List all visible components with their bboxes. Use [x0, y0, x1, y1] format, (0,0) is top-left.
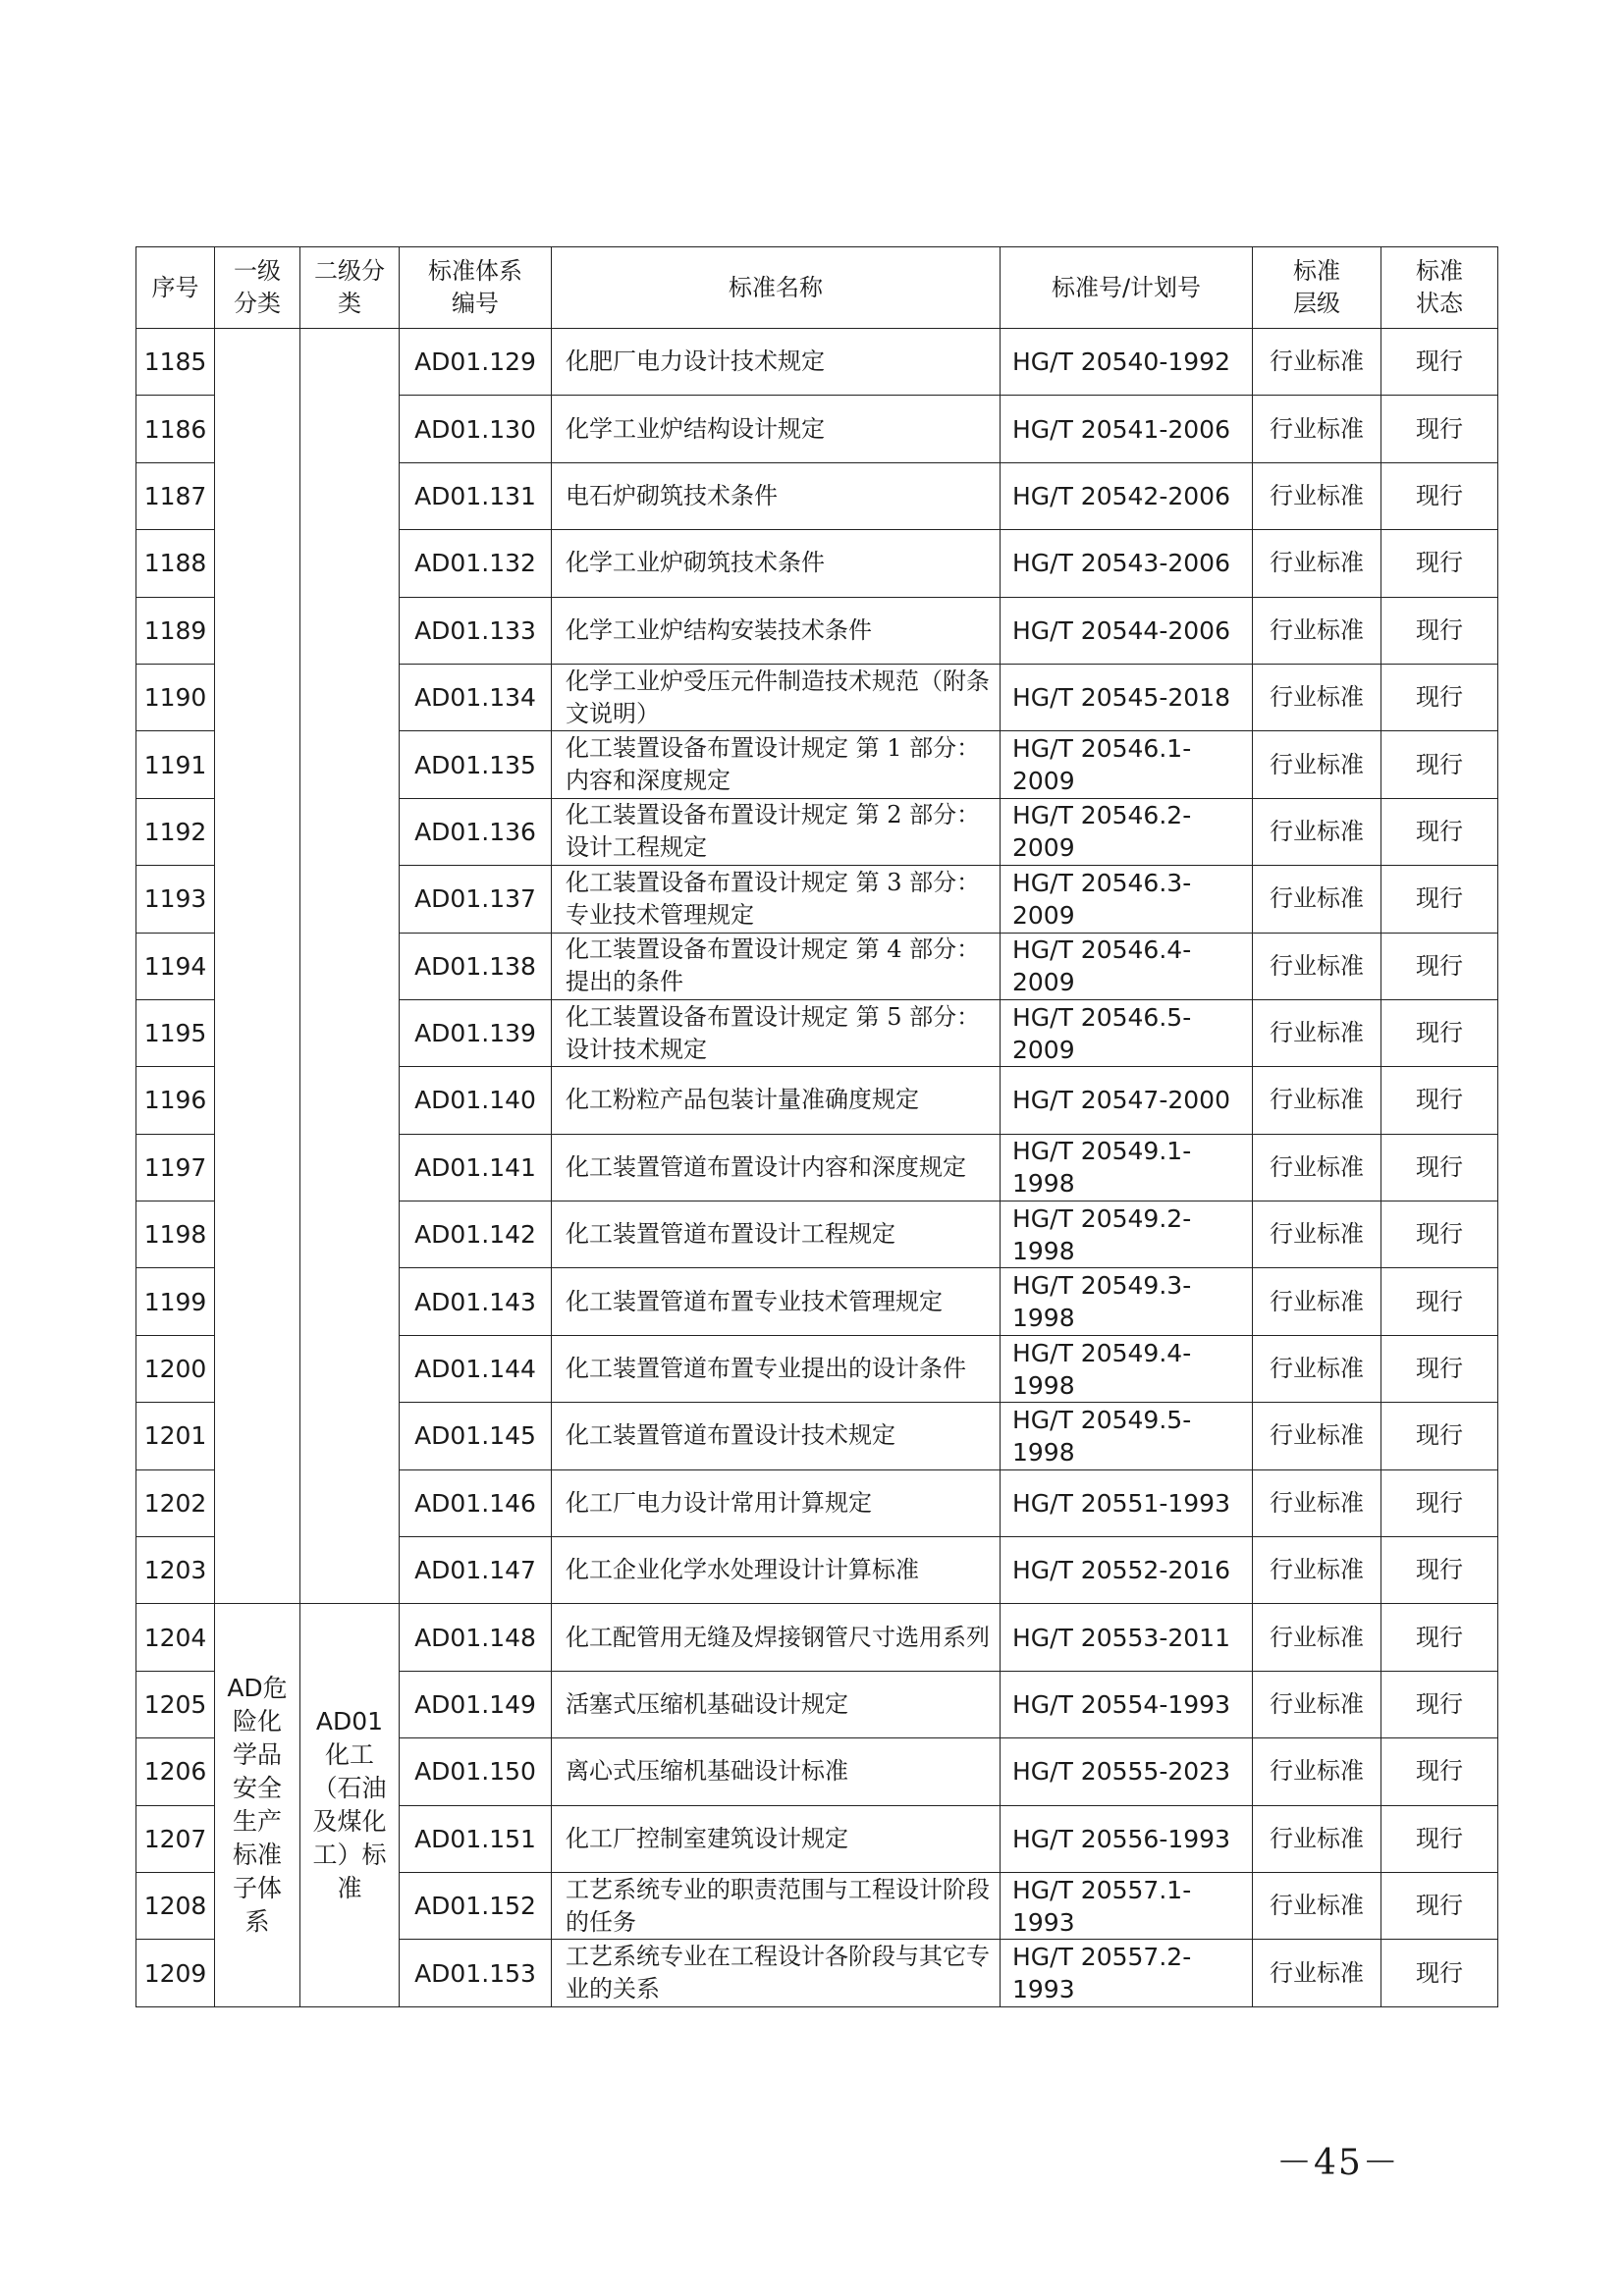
- table-header-row: [136, 247, 1498, 329]
- cell-code: AD01.130: [400, 396, 552, 462]
- cell-status: 现行: [1381, 1872, 1498, 1939]
- cell-status: 现行: [1381, 396, 1498, 462]
- cell-name: 化工装置管道布置设计技术规定: [552, 1403, 1001, 1469]
- cell-seq: 1191: [136, 731, 215, 798]
- cell-code: AD01.150: [400, 1738, 552, 1805]
- cell-number: HG/T 20549.5-1998: [1001, 1403, 1253, 1469]
- cell-level: 行业标准: [1253, 1134, 1381, 1201]
- cell-seq: 1202: [136, 1469, 215, 1536]
- cell-code: AD01.136: [400, 798, 552, 865]
- header-level1: 一级分类: [215, 247, 300, 329]
- header-code: 标准体系编号: [400, 247, 552, 329]
- cell-name: 活塞式压缩机基础设计规定: [552, 1671, 1001, 1737]
- cell-seq: 1190: [136, 664, 215, 730]
- cell-level: 行业标准: [1253, 664, 1381, 730]
- cell-status: 现行: [1381, 1201, 1498, 1268]
- cell-number: HG/T 20544-2006: [1001, 597, 1253, 664]
- cell-level: 行业标准: [1253, 1604, 1381, 1671]
- cell-number: HG/T 20543-2006: [1001, 530, 1253, 597]
- cell-seq: 1206: [136, 1738, 215, 1805]
- cell-name: 化工装置管道布置专业技术管理规定: [552, 1268, 1001, 1335]
- cell-number: HG/T 20555-2023: [1001, 1738, 1253, 1805]
- cell-status: 现行: [1381, 1671, 1498, 1737]
- cell-name: 化工装置设备布置设计规定 第 2 部分：设计工程规定: [552, 798, 1001, 865]
- table-row: [136, 1604, 1498, 1671]
- cell-level: 行业标准: [1253, 999, 1381, 1066]
- cell-level: 行业标准: [1253, 329, 1381, 396]
- cell-status: 现行: [1381, 731, 1498, 798]
- cell-number: HG/T 20554-1993: [1001, 1671, 1253, 1737]
- cell-number: HG/T 20552-2016: [1001, 1537, 1253, 1604]
- cell-number: HG/T 20549.2-1998: [1001, 1201, 1253, 1268]
- cell-seq: 1201: [136, 1403, 215, 1469]
- cell-code: AD01.144: [400, 1335, 552, 1402]
- header-level2: 二级分类: [300, 247, 400, 329]
- cell-number: HG/T 20553-2011: [1001, 1604, 1253, 1671]
- cell-seq: 1208: [136, 1872, 215, 1939]
- cell-seq: 1199: [136, 1268, 215, 1335]
- cell-status: 现行: [1381, 1335, 1498, 1402]
- cell-name: 离心式压缩机基础设计标准: [552, 1738, 1001, 1805]
- cell-level: 行业标准: [1253, 1671, 1381, 1737]
- cell-code: AD01.132: [400, 530, 552, 597]
- cell-level: 行业标准: [1253, 530, 1381, 597]
- standards-table: [135, 246, 1498, 2007]
- cell-code: AD01.137: [400, 866, 552, 933]
- cell-name: 化肥厂电力设计技术规定: [552, 329, 1001, 396]
- cell-code: AD01.133: [400, 597, 552, 664]
- cell-number: HG/T 20557.1-1993: [1001, 1872, 1253, 1939]
- cell-level: 行业标准: [1253, 1403, 1381, 1469]
- cell-seq: 1187: [136, 462, 215, 529]
- cell-number: HG/T 20549.4-1998: [1001, 1335, 1253, 1402]
- cell-level: 行业标准: [1253, 1201, 1381, 1268]
- header-name: 标准名称: [552, 247, 1001, 329]
- cell-number: HG/T 20551-1993: [1001, 1469, 1253, 1536]
- cell-seq: 1193: [136, 866, 215, 933]
- header-level: 标准层级: [1253, 247, 1381, 329]
- cell-name: 化学工业炉结构设计规定: [552, 396, 1001, 462]
- table-body: [136, 329, 1498, 2007]
- cell-code: AD01.134: [400, 664, 552, 730]
- cell-status: 现行: [1381, 1403, 1498, 1469]
- page-number: －45－: [1276, 2143, 1400, 2183]
- cell-code: AD01.142: [400, 1201, 552, 1268]
- cell-seq: 1188: [136, 530, 215, 597]
- cell-name: 工艺系统专业的职责范围与工程设计阶段的任务: [552, 1872, 1001, 1939]
- cell-status: 现行: [1381, 329, 1498, 396]
- cell-level: 行业标准: [1253, 933, 1381, 999]
- header-seq: 序号: [136, 247, 215, 329]
- cell-level: 行业标准: [1253, 866, 1381, 933]
- cell-seq: 1200: [136, 1335, 215, 1402]
- cell-seq: 1195: [136, 999, 215, 1066]
- cell-status: 现行: [1381, 1805, 1498, 1872]
- cell-code: AD01.135: [400, 731, 552, 798]
- cell-number: HG/T 20546.5-2009: [1001, 999, 1253, 1066]
- cell-number: HG/T 20546.3-2009: [1001, 866, 1253, 933]
- cell-level1-continued: [215, 329, 300, 1604]
- cell-level: 行业标准: [1253, 1738, 1381, 1805]
- cell-code: AD01.129: [400, 329, 552, 396]
- cell-status: 现行: [1381, 866, 1498, 933]
- cell-level: 行业标准: [1253, 1940, 1381, 2006]
- cell-code: AD01.145: [400, 1403, 552, 1469]
- cell-name: 工艺系统专业在工程设计各阶段与其它专业的关系: [552, 1940, 1001, 2006]
- cell-name: 化工厂电力设计常用计算规定: [552, 1469, 1001, 1536]
- cell-seq: 1197: [136, 1134, 215, 1201]
- cell-number: HG/T 20541-2006: [1001, 396, 1253, 462]
- cell-name: 化工装置管道布置设计内容和深度规定: [552, 1134, 1001, 1201]
- cell-seq: 1185: [136, 329, 215, 396]
- cell-seq: 1203: [136, 1537, 215, 1604]
- cell-seq: 1196: [136, 1067, 215, 1134]
- cell-status: 现行: [1381, 664, 1498, 730]
- cell-level1: AD危险化学品安全生产标准子体系: [215, 1604, 300, 2006]
- cell-code: AD01.148: [400, 1604, 552, 1671]
- cell-name: 化工装置设备布置设计规定 第 3 部分：专业技术管理规定: [552, 866, 1001, 933]
- cell-level2-continued: [300, 329, 400, 1604]
- cell-status: 现行: [1381, 1940, 1498, 2006]
- cell-seq: 1205: [136, 1671, 215, 1737]
- cell-level: 行业标准: [1253, 597, 1381, 664]
- cell-level: 行业标准: [1253, 731, 1381, 798]
- cell-code: AD01.153: [400, 1940, 552, 2006]
- cell-status: 现行: [1381, 530, 1498, 597]
- cell-seq: 1209: [136, 1940, 215, 2006]
- cell-number: HG/T 20549.1-1998: [1001, 1134, 1253, 1201]
- cell-status: 现行: [1381, 933, 1498, 999]
- cell-level: 行业标准: [1253, 1805, 1381, 1872]
- cell-name: 化工装置管道布置专业提出的设计条件: [552, 1335, 1001, 1402]
- cell-name: 化工装置设备布置设计规定 第 5 部分：设计技术规定: [552, 999, 1001, 1066]
- cell-level: 行业标准: [1253, 1872, 1381, 1939]
- cell-code: AD01.151: [400, 1805, 552, 1872]
- cell-number: HG/T 20547-2000: [1001, 1067, 1253, 1134]
- cell-number: HG/T 20542-2006: [1001, 462, 1253, 529]
- cell-status: 现行: [1381, 999, 1498, 1066]
- cell-code: AD01.139: [400, 999, 552, 1066]
- cell-name: 化工装置设备布置设计规定 第 4 部分：提出的条件: [552, 933, 1001, 999]
- cell-level: 行业标准: [1253, 798, 1381, 865]
- cell-seq: 1194: [136, 933, 215, 999]
- cell-level: 行业标准: [1253, 1469, 1381, 1536]
- cell-level: 行业标准: [1253, 1268, 1381, 1335]
- cell-number: HG/T 20546.4-2009: [1001, 933, 1253, 999]
- cell-name: 化学工业炉受压元件制造技术规范（附条文说明）: [552, 664, 1001, 730]
- header-status: 标准状态: [1381, 247, 1498, 329]
- cell-name: 化工厂控制室建筑设计规定: [552, 1805, 1001, 1872]
- cell-name: 电石炉砌筑技术条件: [552, 462, 1001, 529]
- cell-code: AD01.138: [400, 933, 552, 999]
- cell-status: 现行: [1381, 1134, 1498, 1201]
- cell-status: 现行: [1381, 1604, 1498, 1671]
- cell-number: HG/T 20546.2-2009: [1001, 798, 1253, 865]
- cell-name: 化工装置管道布置设计工程规定: [552, 1201, 1001, 1268]
- cell-level: 行业标准: [1253, 396, 1381, 462]
- cell-code: AD01.152: [400, 1872, 552, 1939]
- cell-status: 现行: [1381, 1268, 1498, 1335]
- cell-status: 现行: [1381, 1469, 1498, 1536]
- cell-code: AD01.143: [400, 1268, 552, 1335]
- header-number: 标准号/计划号: [1001, 247, 1253, 329]
- cell-status: 现行: [1381, 798, 1498, 865]
- cell-code: AD01.141: [400, 1134, 552, 1201]
- cell-status: 现行: [1381, 462, 1498, 529]
- cell-level: 行业标准: [1253, 462, 1381, 529]
- cell-seq: 1207: [136, 1805, 215, 1872]
- cell-name: 化工粉粒产品包装计量准确度规定: [552, 1067, 1001, 1134]
- cell-code: AD01.131: [400, 462, 552, 529]
- cell-status: 现行: [1381, 1067, 1498, 1134]
- cell-status: 现行: [1381, 1738, 1498, 1805]
- cell-number: HG/T 20545-2018: [1001, 664, 1253, 730]
- cell-name: 化工装置设备布置设计规定 第 1 部分：内容和深度规定: [552, 731, 1001, 798]
- cell-seq: 1192: [136, 798, 215, 865]
- cell-name: 化学工业炉结构安装技术条件: [552, 597, 1001, 664]
- cell-level: 行业标准: [1253, 1537, 1381, 1604]
- cell-number: HG/T 20556-1993: [1001, 1805, 1253, 1872]
- cell-level2: AD01化工（石油及煤化工）标准: [300, 1604, 400, 2006]
- cell-code: AD01.146: [400, 1469, 552, 1536]
- cell-status: 现行: [1381, 1537, 1498, 1604]
- cell-name: 化工配管用无缝及焊接钢管尺寸选用系列: [552, 1604, 1001, 1671]
- cell-seq: 1189: [136, 597, 215, 664]
- cell-seq: 1186: [136, 396, 215, 462]
- cell-number: HG/T 20549.3-1998: [1001, 1268, 1253, 1335]
- cell-level: 行业标准: [1253, 1335, 1381, 1402]
- cell-name: 化学工业炉砌筑技术条件: [552, 530, 1001, 597]
- table-row: [136, 329, 1498, 396]
- cell-code: AD01.140: [400, 1067, 552, 1134]
- cell-number: HG/T 20557.2-1993: [1001, 1940, 1253, 2006]
- cell-seq: 1198: [136, 1201, 215, 1268]
- cell-seq: 1204: [136, 1604, 215, 1671]
- cell-code: AD01.147: [400, 1537, 552, 1604]
- cell-number: HG/T 20546.1-2009: [1001, 731, 1253, 798]
- cell-number: HG/T 20540-1992: [1001, 329, 1253, 396]
- cell-name: 化工企业化学水处理设计计算标准: [552, 1537, 1001, 1604]
- cell-code: AD01.149: [400, 1671, 552, 1737]
- cell-status: 现行: [1381, 597, 1498, 664]
- cell-level: 行业标准: [1253, 1067, 1381, 1134]
